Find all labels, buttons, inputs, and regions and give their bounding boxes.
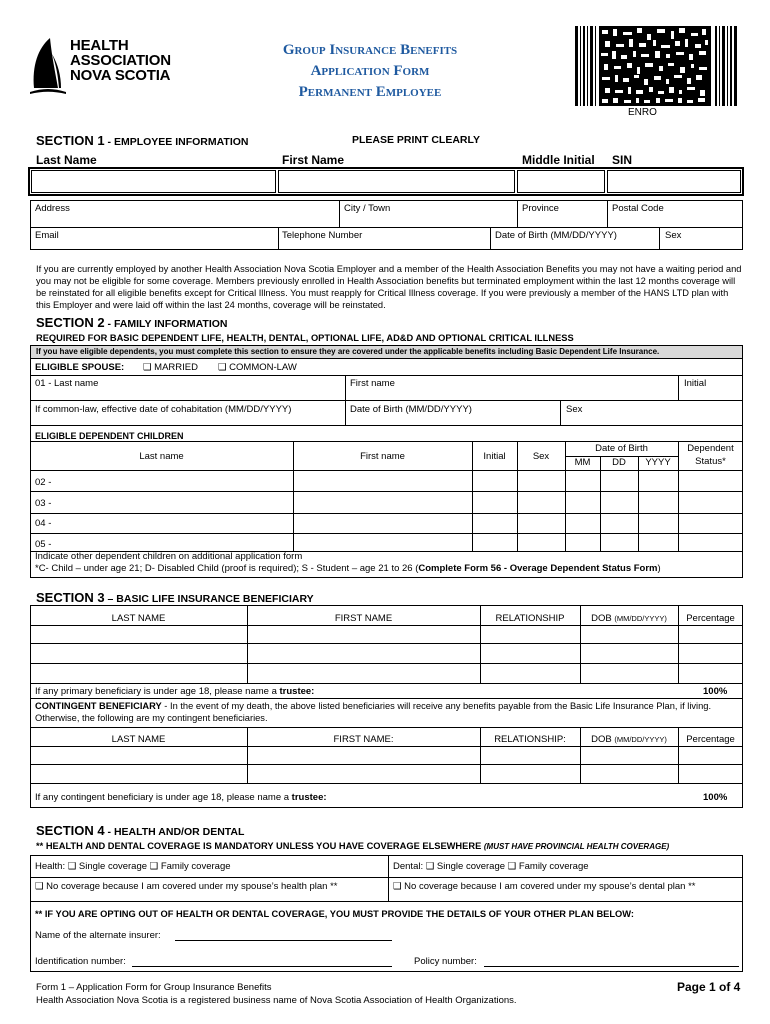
status-codes [35,563,661,574]
sail-logo-icon [28,36,68,98]
last-name-label: Last Name [36,153,97,167]
middle-initial-label: Middle Initial [522,153,595,167]
health-coverage-options[interactable]: Health: ❑ Single coverage ❑ Family coverage [35,861,231,872]
contingent-total-pct: 100% [703,792,728,803]
contingent-trustee-text: If any contingent beneficiary is under age 18, please name a [35,792,292,803]
sin-input[interactable] [607,170,741,193]
indicate-note: Indicate other dependent children on additional application form [35,551,303,562]
contingent-trustee-label: trustee: [291,792,327,803]
mandatory-text: ** HEALTH AND DENTAL COVERAGE IS MANDATORY UNLESS YOU HAVE COVERAGE ELSEWHERE [36,841,484,851]
barcode-icon [575,26,737,106]
print-clearly: PLEASE PRINT CLEARLY [352,134,480,146]
title-line2: Application Form [310,63,430,79]
child-row[interactable]: 04 - [35,518,52,529]
col-mm: MM [574,457,591,468]
section3-number: SECTION 3 [36,590,105,605]
section2-heading [36,315,228,330]
last-name-input[interactable] [31,170,276,193]
ben-col-first: FIRST NAME [334,613,393,624]
province-field[interactable]: Province [522,203,559,214]
section4-heading [36,823,244,838]
alternate-insurer-input[interactable] [175,940,392,941]
primary-total-pct: 100% [703,686,728,697]
barcode [575,26,737,106]
primary-trustee-label: trustee: [279,686,315,697]
org-name-line3: NOVA SCOTIA [70,67,171,84]
postal-code-field[interactable]: Postal Code [612,203,664,214]
org-name-line2: ASSOCIATION [70,52,171,69]
section2-number: SECTION 2 [36,315,105,330]
cont-col-first: FIRST NAME: [333,734,394,745]
col-sex: Sex [532,451,550,462]
ben-col-dob [580,613,678,624]
section2-title: - FAMILY INFORMATION [104,318,228,330]
section3-heading [36,590,314,605]
alternate-insurer-label: Name of the alternate insurer: [35,930,161,941]
ben-dob-format: (MM/DD/YYYY) [614,614,667,623]
ben-col-percentage: Percentage [686,613,735,624]
identification-number-label: Identification number: [35,956,126,967]
contingent-text: - In the event of my death, the above listed beneficiaries will receive any benefits payable from the Basic Life Insurance Plan, if living. Otherwise, the following are my contingent beneficiaries. [35,701,712,723]
cohabitation-date[interactable]: If common-law, effective date of cohabitation (MM/DD/YYYY) [35,404,292,415]
page-number: Page 1 of 4 [677,980,741,994]
footer-form-name: Form 1 – Application Form for Group Insurance Benefits [36,982,272,993]
section3-title: – BASIC LIFE INSURANCE BENEFICIARY [104,593,314,605]
section4-number: SECTION 4 [36,823,105,838]
contingent-trustee[interactable] [35,792,327,803]
contingent-label: CONTINGENT BENEFICIARY [35,701,162,711]
col-status-2: Status* [695,456,726,467]
footer-registration: Health Association Nova Scotia is a registered business name of Nova Scotia Association of Health Organizations. [36,995,517,1006]
spouse-first-name[interactable]: First name [350,378,395,389]
spouse-last-name[interactable]: 01 - Last name [35,378,99,389]
cont-dob-format: (MM/DD/YYYY) [614,735,667,744]
cont-col-relationship: RELATIONSHIP: [494,734,566,745]
no-dental-checkbox[interactable]: ❑ No coverage because I am covered under my spouse’s dental plan ** [393,881,696,892]
city-field[interactable]: City / Town [344,203,391,214]
policy-number-input[interactable] [484,966,739,967]
overage-form-ref: Complete Form 56 - Overage Dependent Status Form [418,563,658,574]
cont-dob-label: DOB [591,734,612,745]
section1-title: - EMPLOYEE INFORMATION [104,136,249,148]
email-field[interactable]: Email [35,230,59,241]
col-initial: Initial [483,451,506,462]
status-codes-text: *C- Child – under age 21; D- Disabled Child (proof is required); S - Student – age 21 to 26 ( [35,563,419,574]
child-row[interactable]: 02 - [35,477,52,488]
primary-trustee[interactable] [35,686,314,697]
sin-label: SIN [612,153,633,167]
dependents-banner: If you have eligible dependents, you must complete this section to ensure they are covered under the applicable benefits including Basic Dependent Life Insurance. [31,346,742,358]
dental-coverage-options[interactable]: Dental: ❑ Single coverage ❑ Family coverage [393,861,589,872]
common-law-checkbox[interactable]: ❑ COMMON-LAW [218,362,297,373]
enro-label: ENRO [628,107,657,118]
section4-title: - HEALTH AND/OR DENTAL [104,826,245,838]
telephone-field[interactable]: Telephone Number [282,230,363,241]
title-line3: Permanent Employee [298,84,442,100]
col-last-name: Last name [139,451,184,462]
first-name-input[interactable] [278,170,515,193]
primary-trustee-text: If any primary beneficiary is under age 18, please name a [35,686,280,697]
ben-dob-label: DOB [591,613,612,624]
ben-col-last: LAST NAME [111,613,166,624]
ben-col-relationship: RELATIONSHIP [495,613,565,624]
contingent-note [35,700,743,724]
col-yyyy: YYYY [645,457,671,468]
section2-required: REQUIRED FOR BASIC DEPENDENT LIFE, HEALTH, DENTAL, OPTIONAL LIFE, AD&D AND OPTIONAL CRITICAL ILLNESS [36,333,574,343]
spouse-initial[interactable]: Initial [684,378,707,389]
spouse-sex[interactable]: Sex [566,404,583,415]
opting-out-note: ** IF YOU ARE OPTING OUT OF HEALTH OR DENTAL COVERAGE, YOU MUST PROVIDE THE DETAILS OF YOUR OTHER PLAN BELOW: [35,909,634,919]
sex-field[interactable]: Sex [665,230,682,241]
section1-number: SECTION 1 [36,133,105,148]
child-row[interactable]: 05 - [35,539,52,550]
cont-col-last: LAST NAME [111,734,166,745]
middle-initial-input[interactable] [517,170,605,193]
child-row[interactable]: 03 - [35,498,52,509]
form-title [220,40,520,103]
mandatory-note [36,841,669,851]
no-health-checkbox[interactable]: ❑ No coverage because I am covered under my spouse’s health plan ** [35,881,338,892]
married-checkbox[interactable]: ❑ MARRIED [143,362,198,373]
first-name-label: First Name [282,153,345,167]
org-name-line1: HEALTH [70,37,129,54]
children-heading: ELIGIBLE DEPENDENT CHILDREN [35,431,184,441]
spouse-dob[interactable]: Date of Birth (MM/DD/YYYY) [350,404,472,415]
col-dob: Date of Birth [595,443,648,454]
logo [28,36,198,98]
cont-col-percentage: Percentage [686,734,735,745]
reinstatement-note: If you are currently employed by another Health Association Nova Scotia Employer and a member of the Health Association Benefits you may not have a waiting period and you may not be eligible for some coverage. Members previously enrolled in Health Association benefits but terminated employment within the last 12 months coverage will be reinstated for all eligible benefits except for Critical Illness. You must reapply for Critical Illness coverage. If you were previously a member of the HANS LTD plan with this Employer and were laid off within the last 24 months, coverage will be reinstated. [36,264,742,310]
provincial-coverage-note: (MUST HAVE PROVINCIAL HEALTH COVERAGE) [483,842,670,851]
col-first-name: First name [360,451,405,462]
eligible-spouse-label: ELIGIBLE SPOUSE: [35,362,125,373]
cont-col-dob [580,734,678,745]
address-field[interactable]: Address [35,203,70,214]
identification-number-input[interactable] [132,966,392,967]
status-codes-end: ) [657,563,661,574]
dob-field[interactable]: Date of Birth (MM/DD/YYYY) [495,230,617,241]
policy-number-label: Policy number: [414,956,477,967]
section1-heading [36,133,249,148]
col-status-1: Dependent [687,443,734,454]
col-dd: DD [612,457,626,468]
title-line1: Group Insurance Benefits [282,42,458,58]
